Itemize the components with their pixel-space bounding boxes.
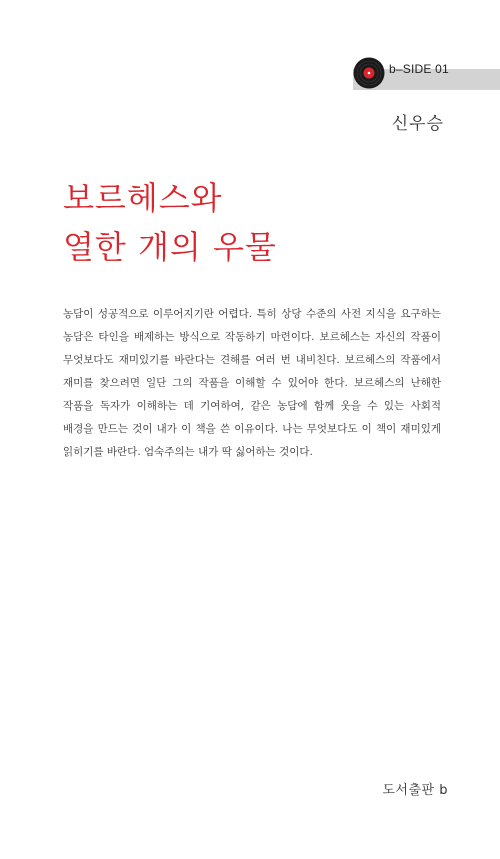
author-name: 신우승 [391,114,444,134]
book-title [63,174,277,272]
vinyl-record-icon [353,57,385,89]
book-title-line-2: 열한 개의 우물 [63,228,277,266]
book-title-line-1: 보르헤스와 [63,179,223,217]
blurb-paragraph: 농담이 성공적으로 이루어지기란 어렵다. 특히 상당 수준의 사전 지식을 요구하는 농담은 타인을 배제하는 방식으로 작동하기 마련이다. 보르헤스는 자신의 작품이 무엇보다도 재미있기를 바란다는 견해를 여러 번 내비친다. 보르헤스의 작품에서 재미를 찾으려면 일단 그의 작품을 이해할 수 있어야 한다. 보르헤스의 난해한 작품을 독자가 이해하는 데 기여하여, 같은 농담에 함께 웃을 수 있는 사회적 배경을 만드는 것이 내가 이 책을 쓴 이유이다. 나는 무엇보다도 이 책이 재미있게 읽히기를 바란다. 엄숙주의는 내가 딱 싫어하는 것이다. [63,308,441,458]
series-label: b–SIDE 01 [389,62,449,76]
publisher-name: 도서출판 b [382,783,448,798]
series-marker [353,57,500,90]
